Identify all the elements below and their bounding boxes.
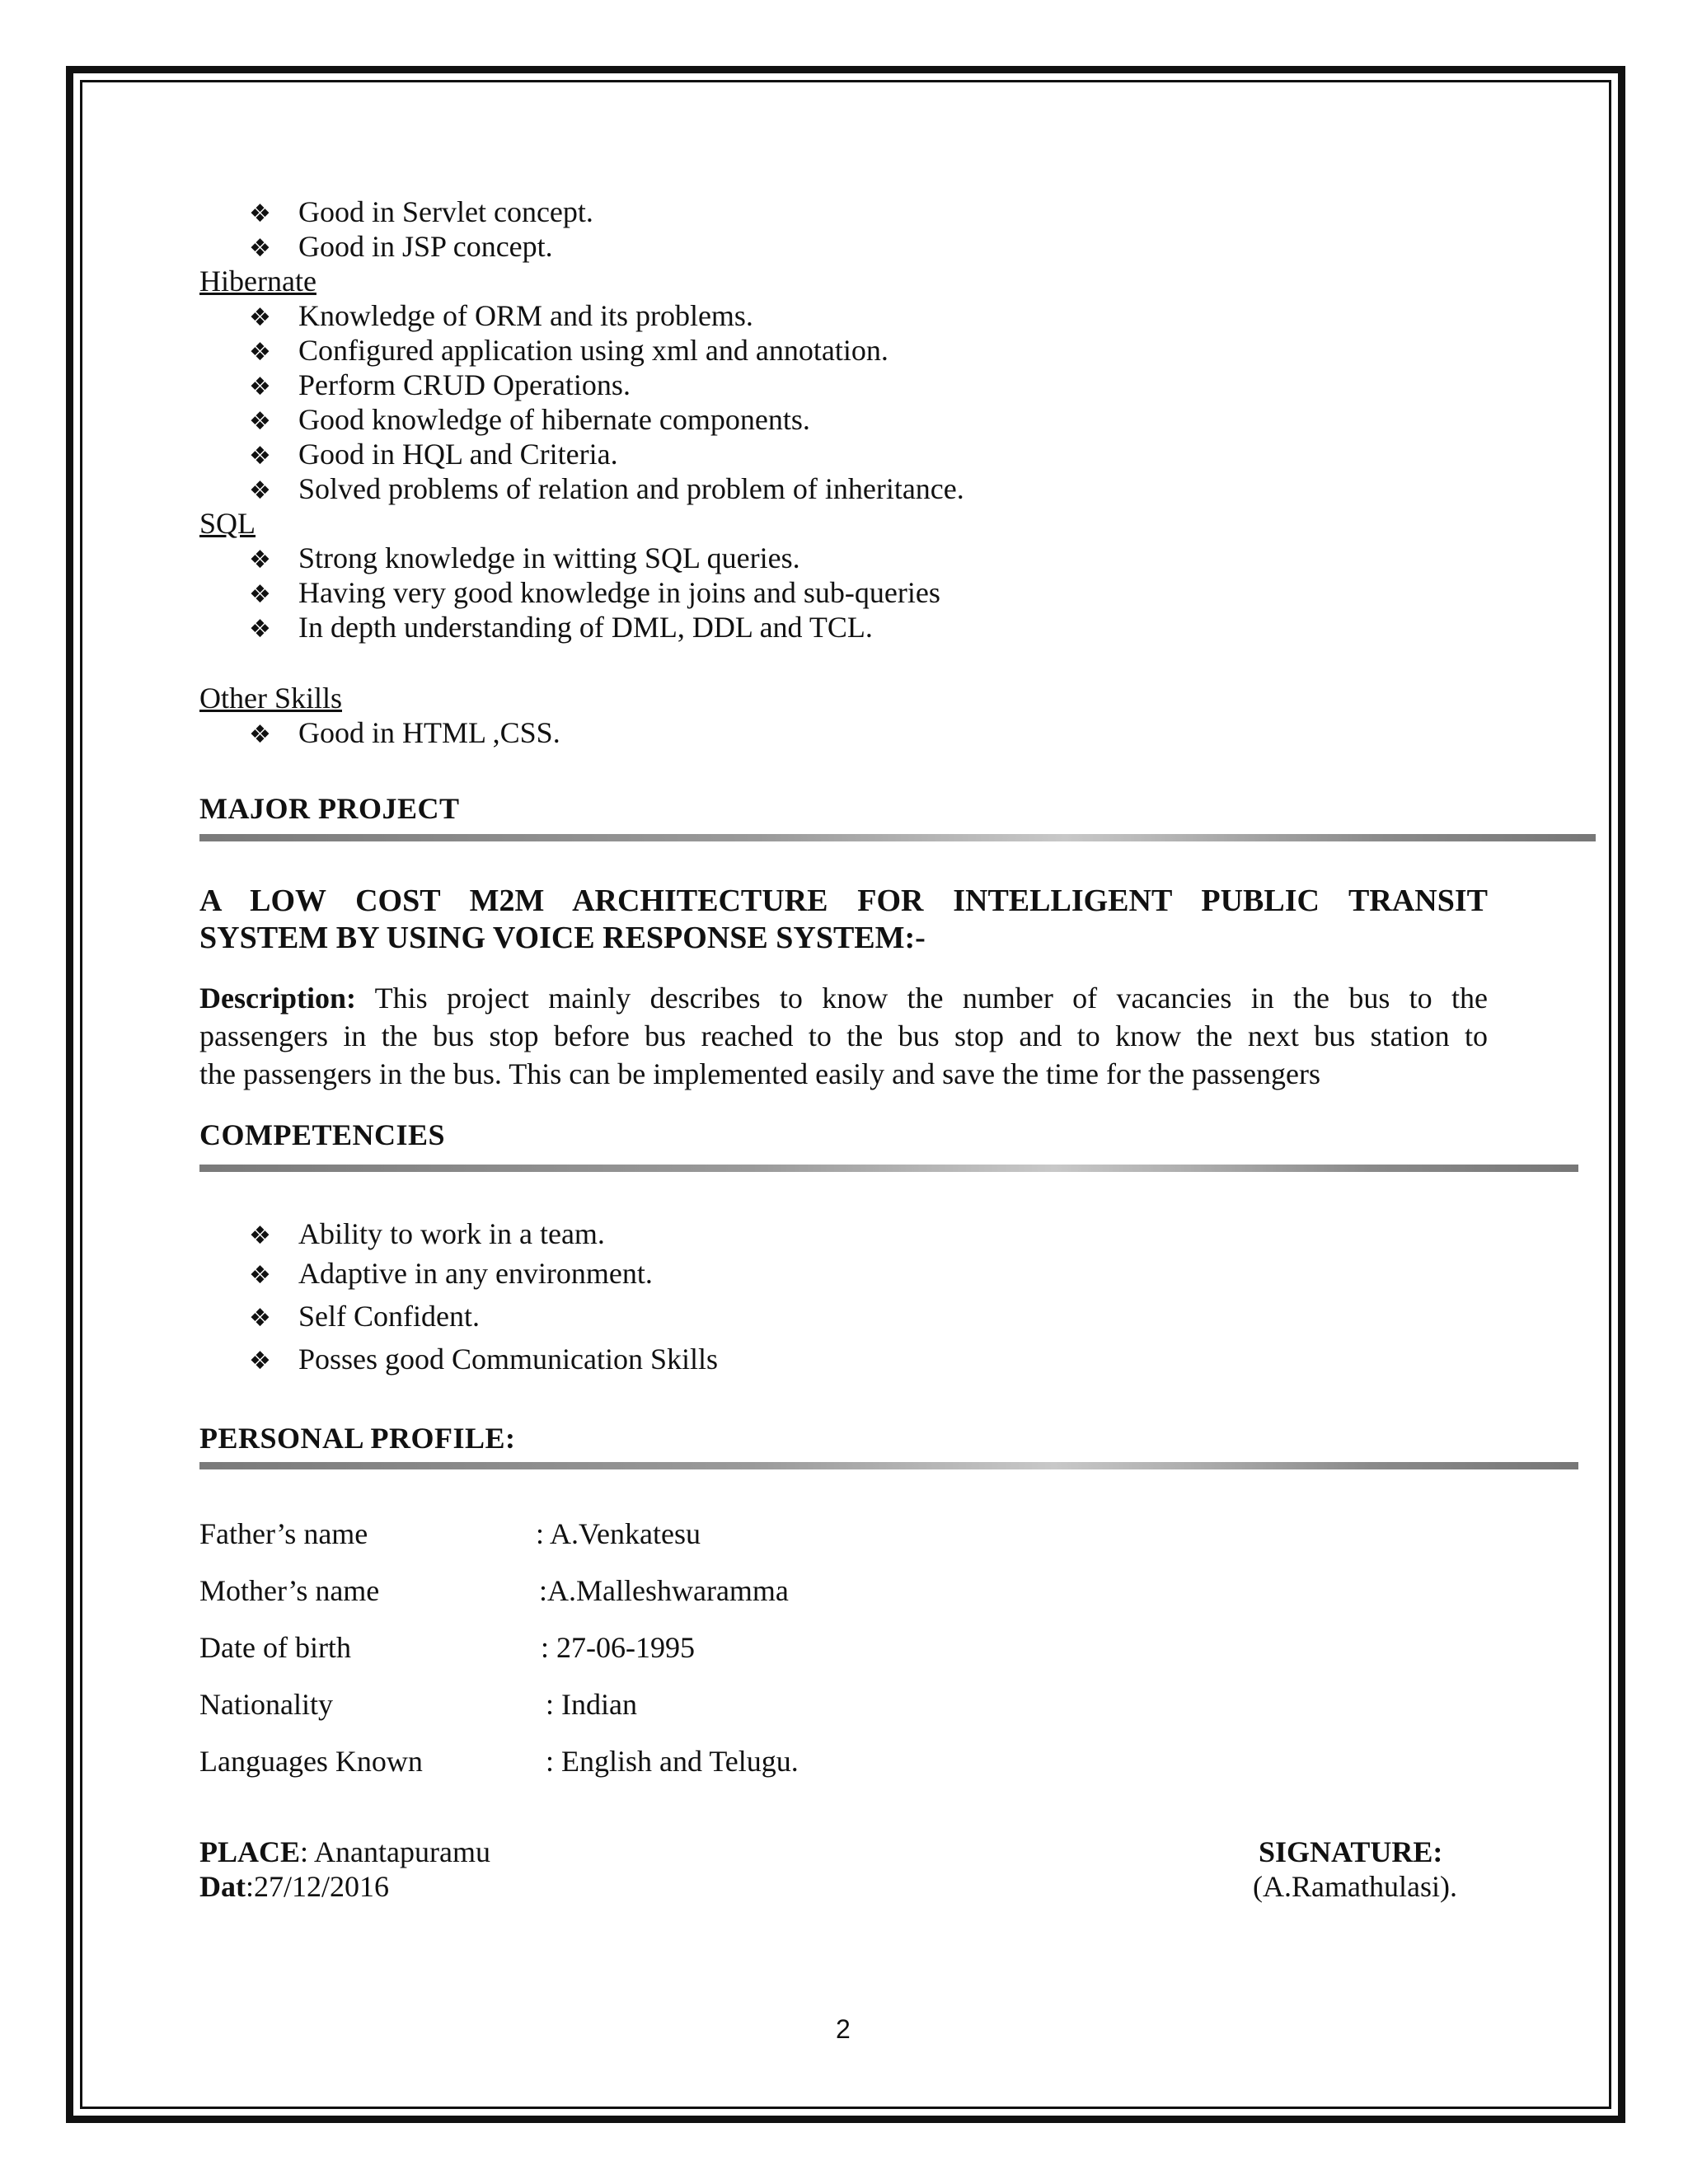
list-item: ❖ Having very good knowledge in joins and sub-queries	[249, 576, 940, 609]
list-item: ❖ Self Confident.	[249, 1300, 480, 1333]
bullet-icon: ❖	[249, 199, 271, 228]
list-item: ❖ Perform CRUD Operations.	[249, 368, 631, 401]
list-item: ❖ Configured application using xml and annotation.	[249, 334, 889, 367]
profile-label: Languages Known	[199, 1745, 423, 1778]
profile-value: : English and Telugu.	[546, 1745, 799, 1778]
bullet-icon: ❖	[249, 720, 271, 749]
bullet-icon: ❖	[249, 546, 271, 574]
bullet-icon: ❖	[249, 303, 271, 332]
profile-value: :A.Malleshwaramma	[539, 1574, 789, 1607]
section-divider	[199, 834, 1596, 841]
date-line	[199, 1869, 389, 1904]
bullet-icon: ❖	[249, 234, 271, 263]
description-line: the passengers in the bus. This can be implemented easily and save the time for the passengers	[199, 1057, 1320, 1090]
list-item: ❖ In depth understanding of DML, DDL and TCL.	[249, 611, 873, 644]
personal-profile-heading: PERSONAL PROFILE:	[199, 1422, 516, 1455]
list-item: ❖ Good in Servlet concept.	[249, 195, 593, 228]
bullet-icon: ❖	[249, 1347, 271, 1376]
list-item: ❖ Solved problems of relation and problem of inheritance.	[249, 472, 964, 505]
project-title-line: SYSTEM BY USING VOICE RESPONSE SYSTEM:-	[199, 921, 926, 955]
page-number: 2	[836, 2014, 851, 2044]
bullet-icon: ❖	[249, 442, 271, 471]
project-title-line: A LOW COST M2M ARCHITECTURE FOR INTELLIGENT PUBLIC TRANSIT	[199, 883, 1488, 918]
sql-subheading: SQL	[199, 507, 256, 540]
signature-name: (A.Ramathulasi).	[1253, 1870, 1457, 1903]
place-label: PLACE	[199, 1835, 301, 1868]
bullet-icon: ❖	[249, 580, 271, 609]
bullet-icon: ❖	[249, 1221, 271, 1250]
profile-label: Father’s name	[199, 1517, 368, 1550]
list-item: ❖ Good in HTML ,CSS.	[249, 716, 560, 749]
list-item: ❖ Good knowledge of hibernate components.	[249, 403, 810, 436]
list-item: ❖ Adaptive in any environment.	[249, 1257, 653, 1290]
list-item: ❖ Posses good Communication Skills	[249, 1343, 719, 1376]
bullet-icon: ❖	[249, 476, 271, 505]
place-value: : Anantapuramu	[300, 1835, 490, 1868]
competencies-heading: COMPETENCIES	[199, 1118, 446, 1151]
project-description	[199, 979, 1488, 1093]
bullet-icon: ❖	[249, 338, 271, 367]
list-item: ❖ Knowledge of ORM and its problems.	[249, 299, 753, 332]
section-divider	[199, 1165, 1578, 1172]
major-project-heading: MAJOR PROJECT	[199, 792, 460, 825]
list-item: ❖ Good in JSP concept.	[249, 230, 553, 263]
place-line	[199, 1835, 490, 1869]
other-skills-subheading: Other Skills	[199, 682, 343, 715]
bullet-icon: ❖	[249, 615, 271, 644]
bullet-icon: ❖	[249, 1261, 271, 1290]
profile-value: : Indian	[546, 1688, 637, 1721]
description-line: passengers in the bus stop before bus reached to the bus stop and to know the next bus station to	[199, 1019, 1488, 1052]
bullet-icon: ❖	[249, 1304, 271, 1333]
date-label: Dat	[199, 1870, 246, 1903]
bullet-icon: ❖	[249, 407, 271, 436]
bullet-icon: ❖	[249, 373, 271, 401]
description-line: Description: This project mainly describes to know the number of vacancies in the bus to the	[199, 982, 1488, 1015]
description-label: Description:	[199, 982, 356, 1015]
profile-value: : 27-06-1995	[541, 1631, 695, 1664]
profile-label: Date of birth	[199, 1631, 351, 1664]
profile-value: : A.Venkatesu	[536, 1517, 701, 1550]
date-value: :27/12/2016	[246, 1870, 390, 1903]
section-divider	[199, 1462, 1578, 1469]
profile-label: Mother’s name	[199, 1574, 380, 1607]
list-item: ❖ Strong knowledge in witting SQL queries.	[249, 541, 800, 574]
signature-label: SIGNATURE:	[1259, 1835, 1443, 1868]
hibernate-subheading: Hibernate	[199, 265, 316, 298]
profile-label: Nationality	[199, 1688, 333, 1721]
list-item: ❖ Ability to work in a team.	[249, 1217, 605, 1250]
list-item: ❖ Good in HQL and Criteria.	[249, 438, 618, 471]
